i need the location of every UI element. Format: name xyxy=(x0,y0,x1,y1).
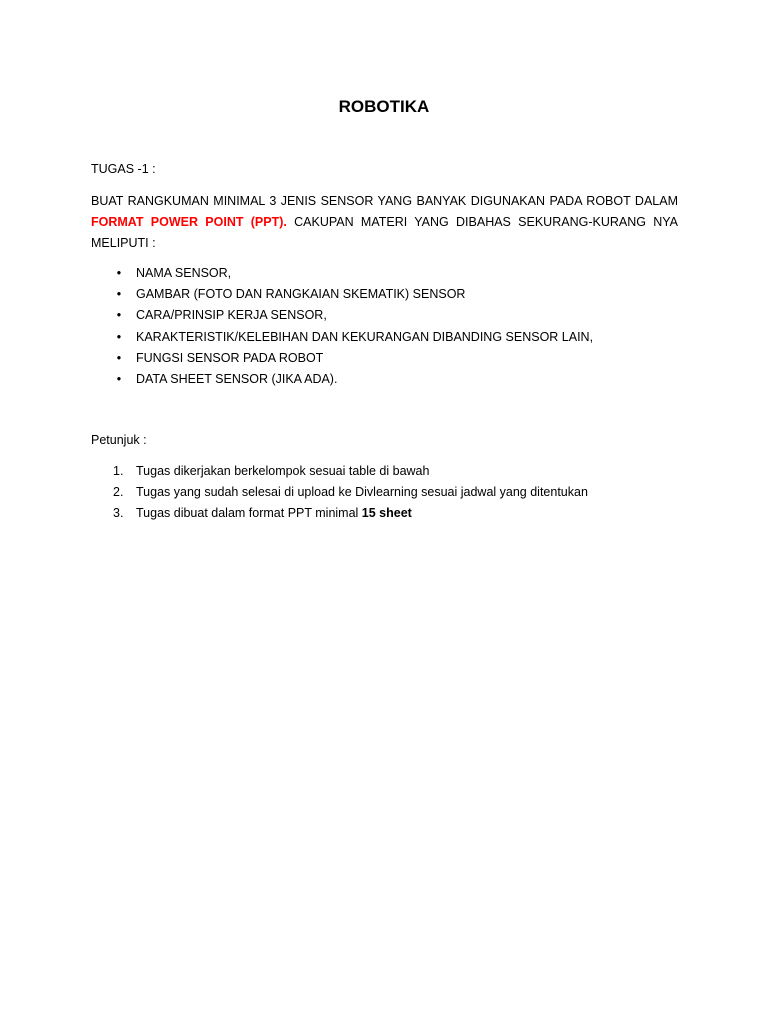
instruction-item xyxy=(91,461,678,482)
list-item-text: CARA/PRINSIP KERJA SENSOR, xyxy=(136,308,327,323)
bullet-icon: • xyxy=(116,372,122,387)
list-item xyxy=(91,348,678,369)
list-item-text: DATA SHEET SENSOR (JIKA ADA). xyxy=(136,372,338,387)
instruction-item xyxy=(91,482,678,503)
task-description-text-continued: CAKUPAN MATERI YANG DIBAHAS SEKURANG-KURANG NYA MELIPUTI : xyxy=(91,215,678,250)
bullet-icon: • xyxy=(116,308,122,323)
requirements-list xyxy=(91,263,678,390)
list-item xyxy=(91,263,678,284)
list-item-text: FUNGSI SENSOR PADA ROBOT xyxy=(136,350,324,365)
instruction-text: Tugas yang sudah selesai di upload ke Divlearning sesuai jadwal yang ditentukan xyxy=(136,485,588,500)
instruction-bold-text: 15 sheet xyxy=(361,506,412,521)
instruction-number: 2. xyxy=(113,485,124,500)
page-title: ROBOTIKA xyxy=(338,97,430,116)
instruction-number: 3. xyxy=(113,506,124,521)
instructions-list xyxy=(91,461,678,525)
bullet-icon: • xyxy=(116,266,122,280)
task-description-text: BUAT RANGKUMAN MINIMAL 3 JENIS SENSOR YANG BANYAK DIGUNAKAN PADA ROBOT DALAM xyxy=(91,194,678,208)
bullet-icon: • xyxy=(116,350,122,365)
list-item xyxy=(91,369,678,390)
instruction-number: 1. xyxy=(113,464,124,478)
instruction-text: Tugas dibuat dalam format PPT minimal xyxy=(136,506,362,521)
bullet-icon: • xyxy=(116,329,122,344)
task-description xyxy=(91,191,678,254)
task-label: TUGAS -1 : xyxy=(91,162,156,176)
instruction-text: Tugas dikerjakan berkelompok sesuai table di bawah xyxy=(136,464,430,478)
format-highlight: FORMAT POWER POINT (PPT). xyxy=(91,215,287,229)
list-item-text: KARAKTERISTIK/KELEBIHAN DAN KEKURANGAN DIBANDING SENSOR LAIN, xyxy=(136,329,594,344)
instruction-item xyxy=(91,503,678,524)
bullet-icon: • xyxy=(116,287,122,302)
list-item-text: NAMA SENSOR, xyxy=(136,266,232,280)
list-item xyxy=(91,284,678,305)
list-item xyxy=(91,305,678,326)
list-item-text: GAMBAR (FOTO DAN RANGKAIAN SKEMATIK) SENSOR xyxy=(136,287,466,302)
list-item xyxy=(91,327,678,348)
instructions-label: Petunjuk : xyxy=(91,433,147,447)
